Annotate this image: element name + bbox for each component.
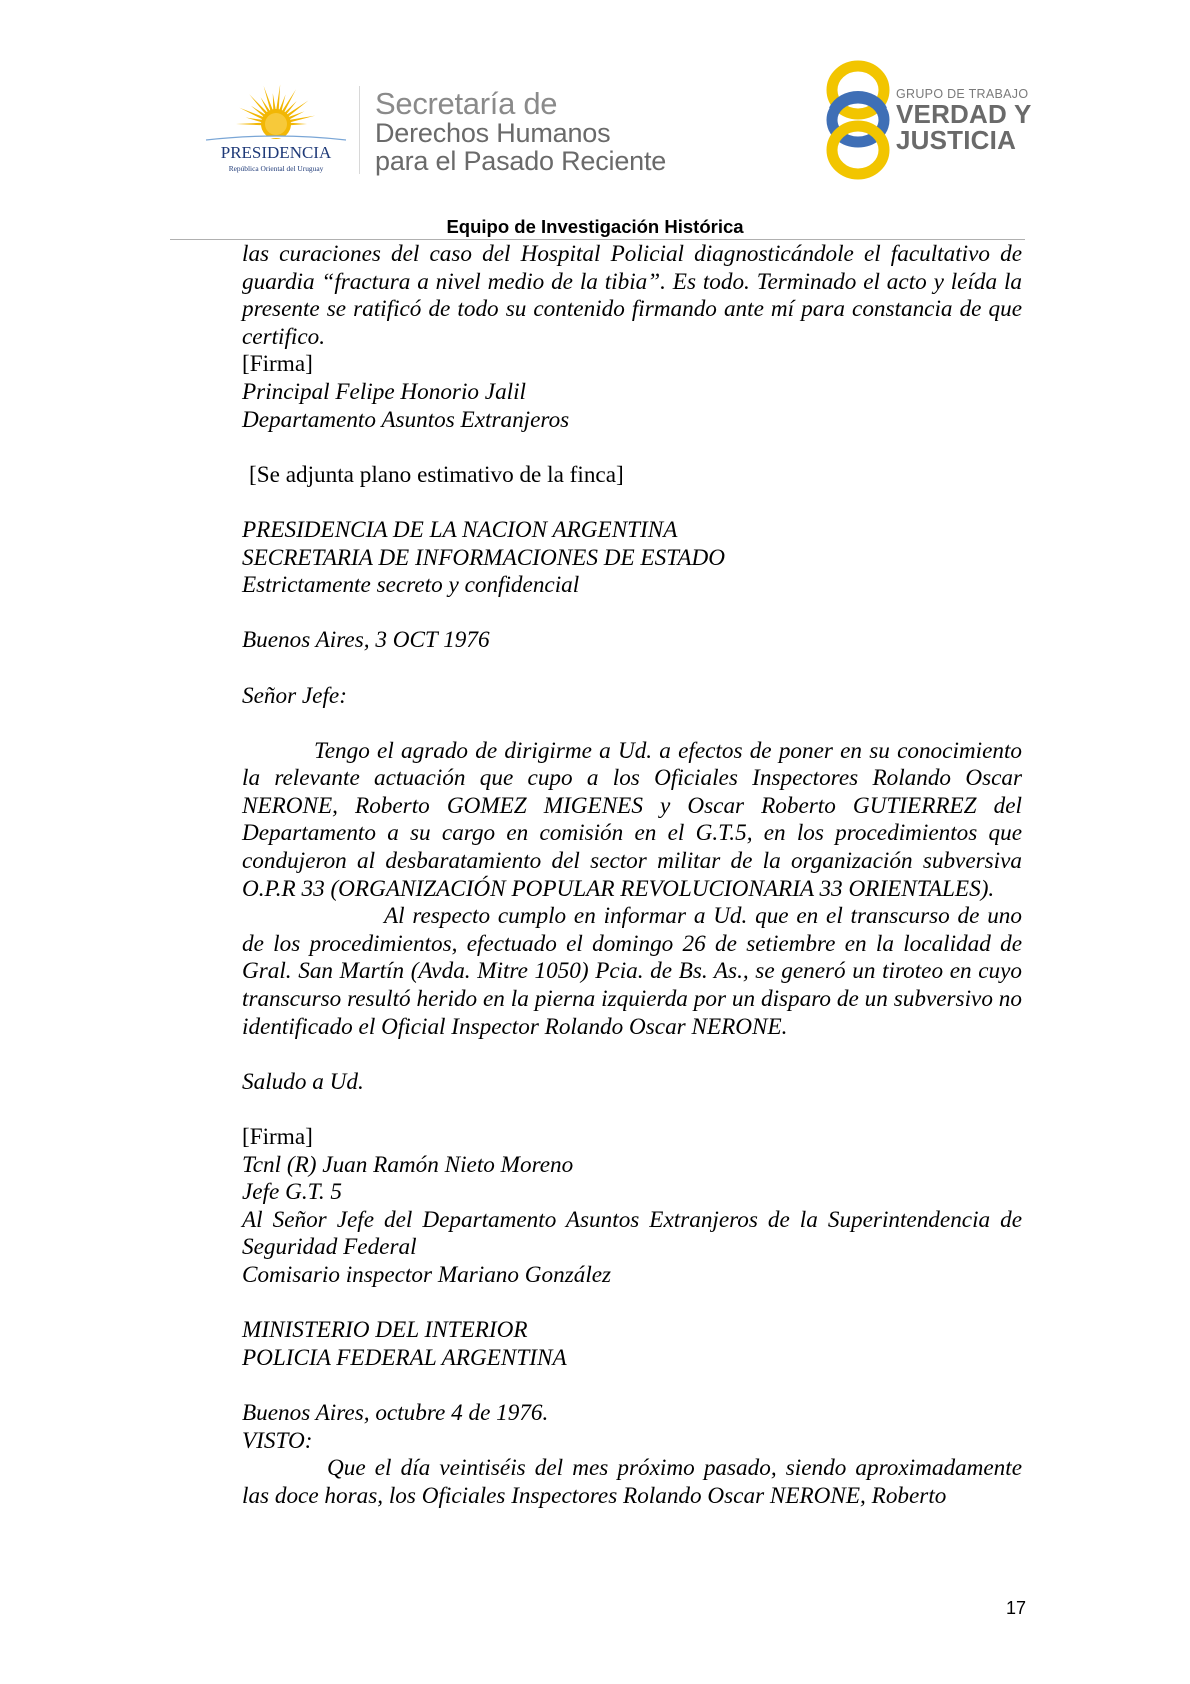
organization-line: SECRETARIA DE INFORMACIONES DE ESTADO [242, 544, 726, 571]
sun-ray [236, 123, 262, 126]
logo-divider [359, 86, 360, 174]
organization-line: MINISTERIO DEL INTERIOR [242, 1317, 528, 1344]
signer-name: Principal Felipe Honorio Jalil [242, 378, 527, 405]
paragraph-visto: Que el día veintiséis del mes próximo pasado, siendo aproximadamente las doce horas, los Oficiales Inspectores Rolando Oscar NERONE, Roberto [242, 1455, 1022, 1509]
signature-placeholder: [Firma] [242, 351, 313, 378]
header-rule [170, 239, 1025, 240]
resolution-date: Buenos Aires, octubre 4 de 1976. [242, 1399, 549, 1426]
organization-line: PRESIDENCIA DE LA NACION ARGENTINA [242, 516, 678, 543]
attachment-note: [Se adjunta plano estimativo de la finca] [249, 461, 624, 488]
document-body [242, 241, 1022, 1510]
presidencia-logo-subtitle: República Oriental del Uruguay [228, 164, 324, 173]
sun-ray [239, 108, 263, 120]
secretaria-line-2: Derechos Humanos [375, 118, 611, 148]
team-title: Equipo de Investigación Histórica [446, 216, 744, 237]
closing-line: Saludo a Ud. [242, 1068, 364, 1095]
vyj-small-label: GRUPO DE TRABAJO [896, 87, 1029, 101]
secretaria-line-1: Secretaría de [375, 86, 558, 121]
page-number: 17 [1006, 1598, 1027, 1618]
secretaria-line-3: para el Pasado Reciente [375, 146, 667, 176]
paragraph-agrado: Tengo el agrado de dirigirme a Ud. a efectos de poner en su conocimiento la relevante actuación que cupo a los Oficiales Inspectores Rolando Oscar NERONE, Roberto GOMEZ MIGENES y Oscar Roberto GUTIERREZ del Departamento a su cargo en comisión en el G.T.5, en los procedimientos que condujeron al desbaratamiento del sector militar de la organización subversiva O.P.R 33 (ORGANIZACIÓN POPULAR REVOLUCIONARIA 33 ORIENTALES). [242, 737, 1022, 902]
classification-line: Estrictamente secreto y confidencial [242, 572, 580, 599]
paragraph-curaciones: las curaciones del caso del Hospital Policial diagnosticándole el facultativo de guardia “fractura a nivel medio de la tibia”. Es todo. Terminado el acto y leída la presente se ratificó de todo su contenido firmando ante mí para constancia de que certifico. [242, 241, 1022, 350]
vyj-line-2: JUSTICIA [896, 125, 1017, 155]
sun-ray [264, 86, 273, 111]
signer-title: Jefe G.T. 5 [242, 1179, 343, 1206]
addressee-line: Al Señor Jefe del Departamento Asuntos Extranjeros de la Superintendencia de Seguridad Federal [242, 1206, 1022, 1261]
sun-ray [246, 118, 263, 123]
signer-department: Departamento Asuntos Extranjeros [242, 406, 570, 433]
interlocked-rings-icon [822, 58, 902, 180]
paragraph-respecto: Al respecto cumplo en informar a Ud. que en el transcurso de uno de los procedimientos, efectuado el domingo 26 de setiembre en la localidad de Gral. San Martín (Avda. Mitre 1050) Pcia. de Bs. As., se generó un tiroteo en cuyo transcurso resultó herido en la pierna izquierda por un disparo de un subversivo no identificado el Oficial Inspector Rolando Oscar NERONE. [242, 903, 1022, 1040]
visto-heading: VISTO: [242, 1427, 313, 1454]
signer-name: Tcnl (R) Juan Ramón Nieto Moreno [242, 1151, 574, 1178]
vyj-line-1: VERDAD Y [896, 99, 1032, 129]
signature-placeholder: [Firma] [242, 1124, 313, 1150]
sun-ray [290, 123, 307, 126]
secretaria-wordmark [375, 88, 666, 175]
sun-of-may-icon [196, 84, 356, 176]
presidencia-logo-name: PRESIDENCIA [220, 143, 332, 162]
organization-line: POLICIA FEDERAL ARGENTINA [242, 1344, 567, 1371]
sun-ray [276, 84, 280, 110]
vyj-wordmark [896, 87, 1032, 153]
sun-ray [273, 93, 276, 110]
salutation: Señor Jefe: [242, 682, 347, 709]
addressee-line: Comisario inspector Mariano González [242, 1261, 612, 1288]
letter-date: Buenos Aires, 3 OCT 1976 [242, 627, 490, 654]
